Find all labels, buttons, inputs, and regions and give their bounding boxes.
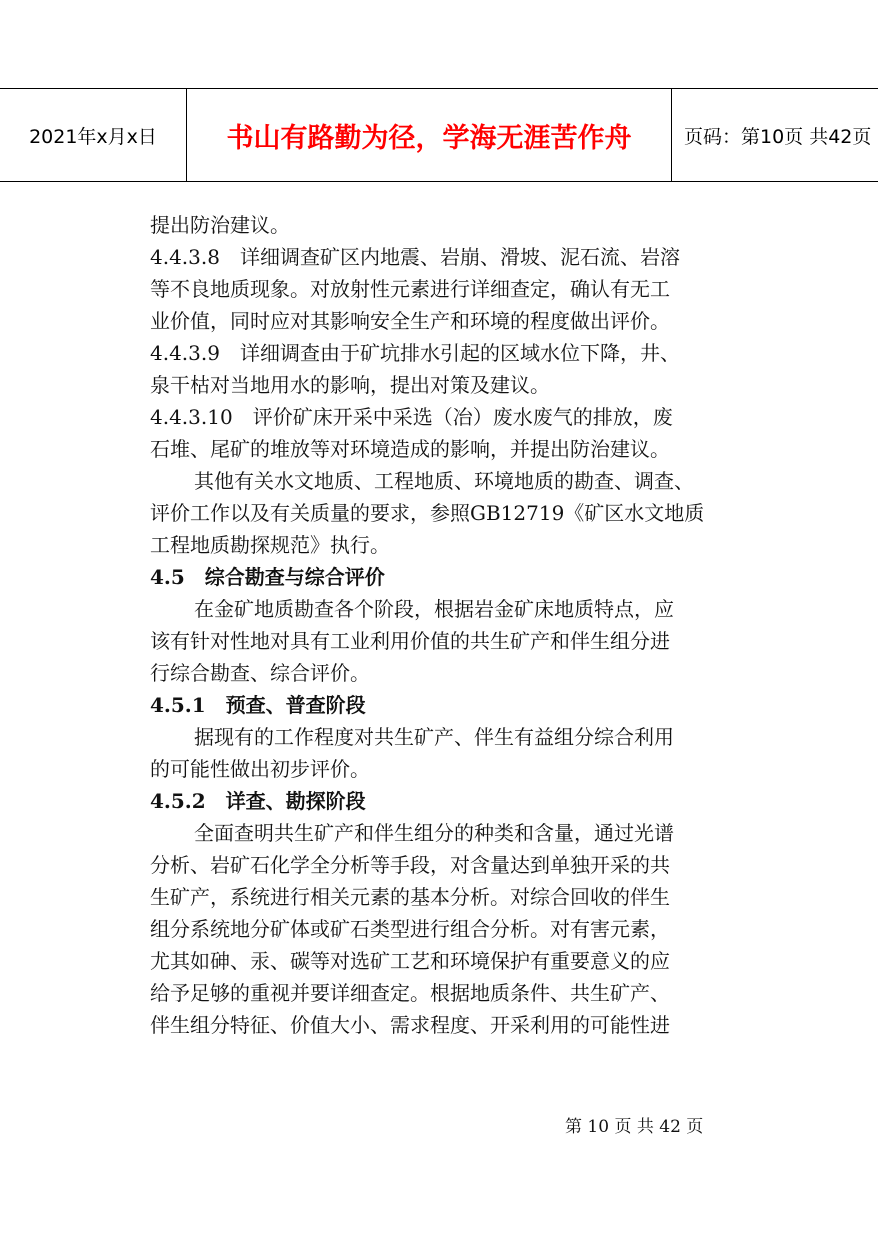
text-line: 的可能性做出初步评价。: [150, 757, 370, 781]
text-line: 全面查明共生矿产和伴生组分的种类和含量，通过光谱: [194, 821, 674, 845]
page-footer: 第 10 页 共 42 页: [565, 1117, 704, 1137]
text-line: 等不良地质现象。对放射性元素进行详细查定，确认有无工: [150, 277, 670, 301]
text-line: 评价工作以及有关质量的要求，参照GB12719《矿区水文地质: [150, 501, 705, 525]
text-line: 尤其如砷、汞、碳等对选矿工艺和环境保护有重要意义的应: [150, 949, 670, 973]
text-line: 该有针对性地对具有工业利用价值的共生矿产和伴生组分进: [150, 629, 670, 653]
header-page-number: 页码：第10页 共42页: [684, 125, 872, 148]
text-line: 分析、岩矿石化学全分析等手段，对含量达到单独开采的共: [150, 853, 670, 877]
text-line: 工程地质勘探规范》执行。: [150, 533, 390, 557]
text-line: 行综合勘查、综合评价。: [150, 661, 370, 685]
text-line: 其他有关水文地质、工程地质、环境地质的勘查、调查、: [194, 469, 694, 493]
text-line: 业价值，同时应对其影响安全生产和环境的程度做出评价。: [150, 309, 670, 333]
text-line: 组分系统地分矿体或矿石类型进行组合分析。对有害元素，: [150, 917, 670, 941]
text-line: 4.4.3.10 评价矿床开采中采选（冶）废水废气的排放，废: [150, 405, 673, 429]
section-heading: 4.5.1 预查、普查阶段: [150, 693, 366, 717]
text-line: 4.4.3.8 详细调查矿区内地震、岩崩、滑坡、泥石流、岩溶: [150, 245, 680, 269]
text-line: 给予足够的重视并要详细查定。根据地质条件、共生矿产、: [150, 981, 670, 1005]
text-line: 据现有的工作程度对共生矿产、伴生有益组分综合利用: [194, 725, 674, 749]
document-body: [150, 209, 750, 1041]
text-line: 提出防治建议。: [150, 213, 290, 237]
header-motto: 书山有路勤为径，学海无涯苦作舟: [186, 89, 672, 181]
section-heading: 4.5.2 详查、勘探阶段: [150, 789, 366, 813]
text-line: 伴生组分特征、价值大小、需求程度、开采利用的可能性进: [150, 1013, 670, 1037]
text-line: 泉干枯对当地用水的影响，提出对策及建议。: [150, 373, 550, 397]
text-line: 4.4.3.9 详细调查由于矿坑排水引起的区域水位下降，井、: [150, 341, 680, 365]
section-heading: 4.5 综合勘查与综合评价: [150, 565, 385, 589]
text-line: 在金矿地质勘查各个阶段，根据岩金矿床地质特点，应: [194, 597, 674, 621]
text-line: 生矿产，系统进行相关元素的基本分析。对综合回收的伴生: [150, 885, 670, 909]
text-line: 石堆、尾矿的堆放等对环境造成的影响，并提出防治建议。: [150, 437, 670, 461]
header-date: 2021年x月x日: [29, 125, 157, 148]
page-header: [0, 88, 878, 182]
